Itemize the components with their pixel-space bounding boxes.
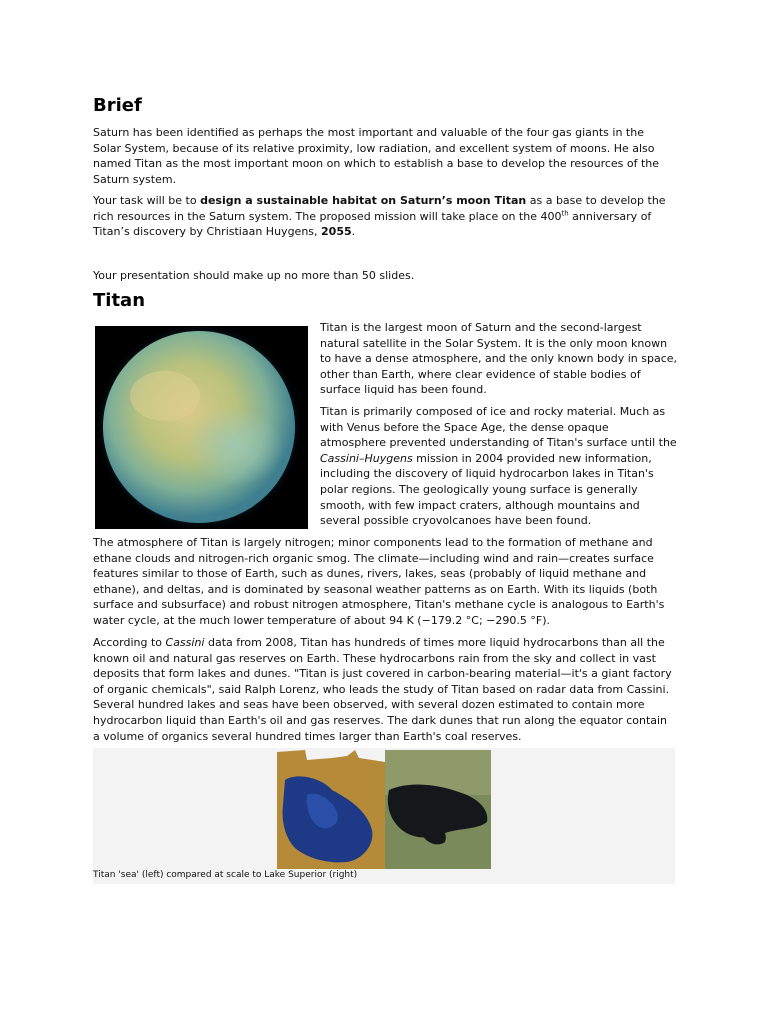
sea-comparison-graphic xyxy=(277,750,491,869)
titan-heading: Titan xyxy=(93,290,146,311)
titan-sea-figure xyxy=(93,748,675,884)
titan-side-paragraph-2 xyxy=(320,404,678,529)
brief-paragraph-2 xyxy=(93,193,675,240)
figure-caption: Titan 'sea' (left) compared at scale to Lake Superior (right) xyxy=(93,870,358,880)
brief-paragraph-1: Saturn has been identified as perhaps the most important and valuable of the four gas giants in the Solar System, because of its relative proximity, low radiation, and excellent system of moons. He also named Titan as the most important moon on which to establish a base to develop the resources of the Saturn system. xyxy=(93,126,660,186)
titan-moon-graphic xyxy=(95,326,308,529)
titan-p2-mission: Cassini–Huygens xyxy=(320,451,413,465)
cassini-italic: Cassini xyxy=(165,636,205,649)
titan-cassini-paragraph xyxy=(93,635,675,744)
titan-side-paragraph-1: Titan is the largest moon of Saturn and the second-largest natural satellite in the Solar System. It is the only moon known to have a dense atmosphere, and the only known body in space, other than Earth, where clear evidence of stable bodies of surface liquid has been found. xyxy=(320,321,678,397)
brief-heading: Brief xyxy=(93,95,142,116)
brief-p2-end: . xyxy=(351,225,356,239)
brief-paragraph-3: Your presentation should make up no more than 50 slides. xyxy=(93,269,415,282)
titan-atmosphere-paragraph: The atmosphere of Titan is largely nitrogen; minor components lead to the formation of methane and ethane clouds and nitrogen-rich organic smog. The climate—including wind and rain—creates surface features similar to those of Earth, such as dunes, rivers, lakes, seas (probably of liquid methane and ethane), and deltas, and is dominated by seasonal weather patterns as on Earth. With its liquids (both surface and subsurface) and robust nitrogen atmosphere, Titan's methane cycle is analogous to Earth's water cycle, at the much lower temperature of about 94 K (−179.2 °C; −290.5 °F). xyxy=(93,536,665,627)
brief-p2-year: 2055 xyxy=(321,225,352,239)
titan-moon-image xyxy=(95,326,308,529)
brief-p2-mid2: anniversary of Titan’s discovery by Christiaan Huygens, xyxy=(93,209,652,239)
brief-p2-sup: th xyxy=(561,208,569,217)
titan-p2-prefix: Titan is primarily composed of ice and rocky material. Much as with Venus before the Space Age, the dense opaque atmosphere prevented understanding of Titan's surface until the xyxy=(320,405,677,450)
brief-p2-prefix: Your task will be to xyxy=(93,194,201,207)
brief-p2-task: design a sustainable habitat on Saturn’s moon Titan xyxy=(200,194,527,207)
titan-sea-comparison-image xyxy=(277,750,491,869)
cassini-suffix: data from 2008, Titan has hundreds of times more liquid hydrocarbons than all the known oil and natural gas reserves on Earth. These hydrocarbons rain from the sky and collect in vast deposits that form lakes and dunes. "Titan is just covered in carbon-bearing material—it's a giant factory of organic chemicals", said Ralph Lorenz, who leads the study of Titan based on radar data from Cassini. Several hundred lakes and seas have been observed, with several dozen estimated to contain more hydrocarbon liquid than Earth's oil and gas reserves. The dark dunes that run along the equator contain a volume of organics several hundred times larger than Earth's coal reserves. xyxy=(93,636,672,743)
titan-p2-suffix: mission in 2004 provided new information, including the discovery of liquid hydrocarbon lakes in Titan's polar regions. The geologically young surface is generally smooth, with few impact craters, although mountains and several possible cryovolcanoes have been found. xyxy=(320,451,654,528)
cassini-prefix: According to xyxy=(93,636,166,649)
brief-p2-mid: as a base to develop the rich resources in the Saturn system. The proposed mission will take place on the 400 xyxy=(93,194,666,223)
